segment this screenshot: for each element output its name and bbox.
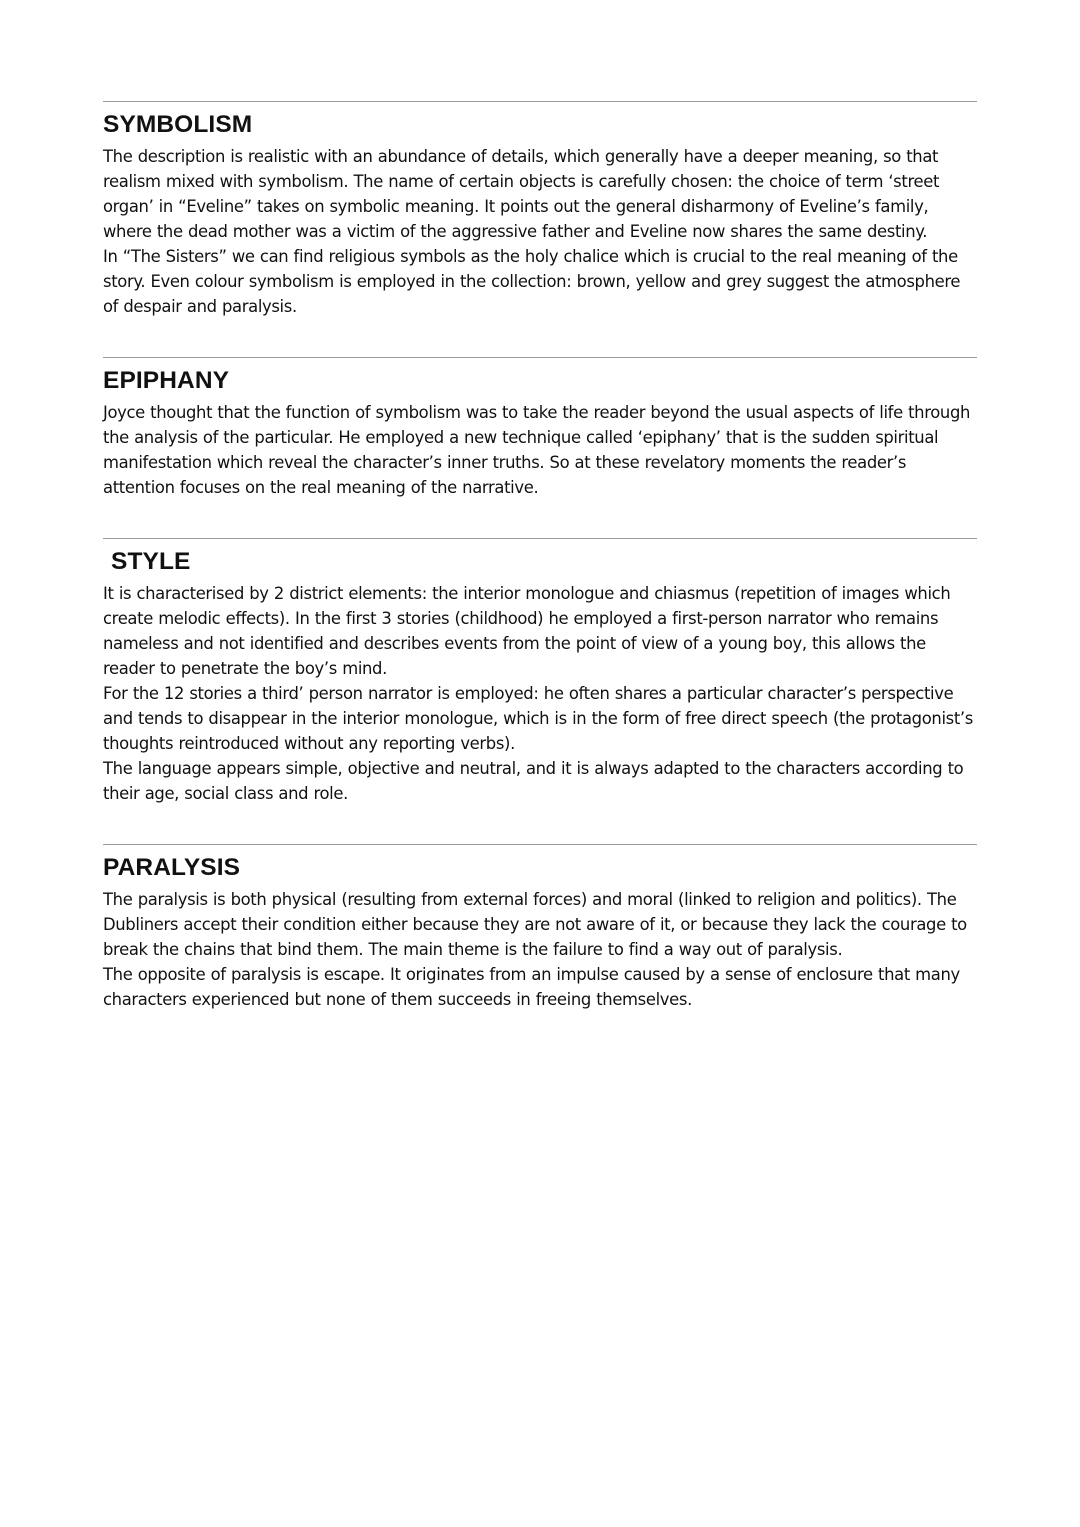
paragraph: The language appears simple, objective and neutral, and it is always adapted to the characters according to their age, social class and role. [103,759,964,803]
paragraph: The paralysis is both physical (resulting from external forces) and moral (linked to religion and politics). The Dubliners accept their condition either because they are not aware of it, or because they lack the courage to break the chains that bind them. The main theme is the failure to find a way out of paralysis. [103,890,967,959]
section-style [103,538,977,806]
paragraph: The description is realistic with an abundance of details, which generally have a deeper meaning, so that realism mixed with symbolism. The name of certain objects is carefully chosen: the choice of term ‘street organ’ in “Eveline” takes on symbolic meaning. It points out the general disharmony of Eveline’s family, where the dead mother was a victim of the aggressive father and Eveline now shares the same destiny. [103,147,940,241]
section-epiphany [103,357,977,500]
document-page [103,101,977,1012]
section-heading: STYLE [111,548,191,575]
section-symbolism [103,101,977,319]
paragraph: For the 12 stories a third’ person narrator is employed: he often shares a particular character’s perspective and tends to disappear in the interior monologue, which is in the form of free direct speech (the protagonist’s thoughts reintroduced without any reporting verbs). [103,684,973,753]
paragraph: It is characterised by 2 district elements: the interior monologue and chiasmus (repetition of images which create melodic effects). In the first 3 stories (childhood) he employed a first-person narrator who remains nameless and not identified and describes events from the point of view of a young boy, this allows the reader to penetrate the boy’s mind. [103,584,951,678]
section-heading: EPIPHANY [103,367,230,394]
section-paralysis [103,844,977,1012]
paragraph: In “The Sisters” we can find religious symbols as the holy chalice which is crucial to the real meaning of the story. Even colour symbolism is employed in the collection: brown, yellow and grey suggest the atmosphere of despair and paralysis. [103,247,961,316]
paragraph: Joyce thought that the function of symbolism was to take the reader beyond the usual aspects of life through the analysis of the particular. He employed a new technique called ‘epiphany’ that is the sudden spiritual manifestation which reveal the character’s inner truths. So at these revelatory moments the reader’s attention focuses on the real meaning of the narrative. [103,403,971,497]
paragraph: The opposite of paralysis is escape. It originates from an impulse caused by a sense of enclosure that many characters experienced but none of them succeeds in freeing themselves. [103,965,960,1009]
section-heading: SYMBOLISM [103,111,253,138]
section-heading: PARALYSIS [103,854,241,881]
